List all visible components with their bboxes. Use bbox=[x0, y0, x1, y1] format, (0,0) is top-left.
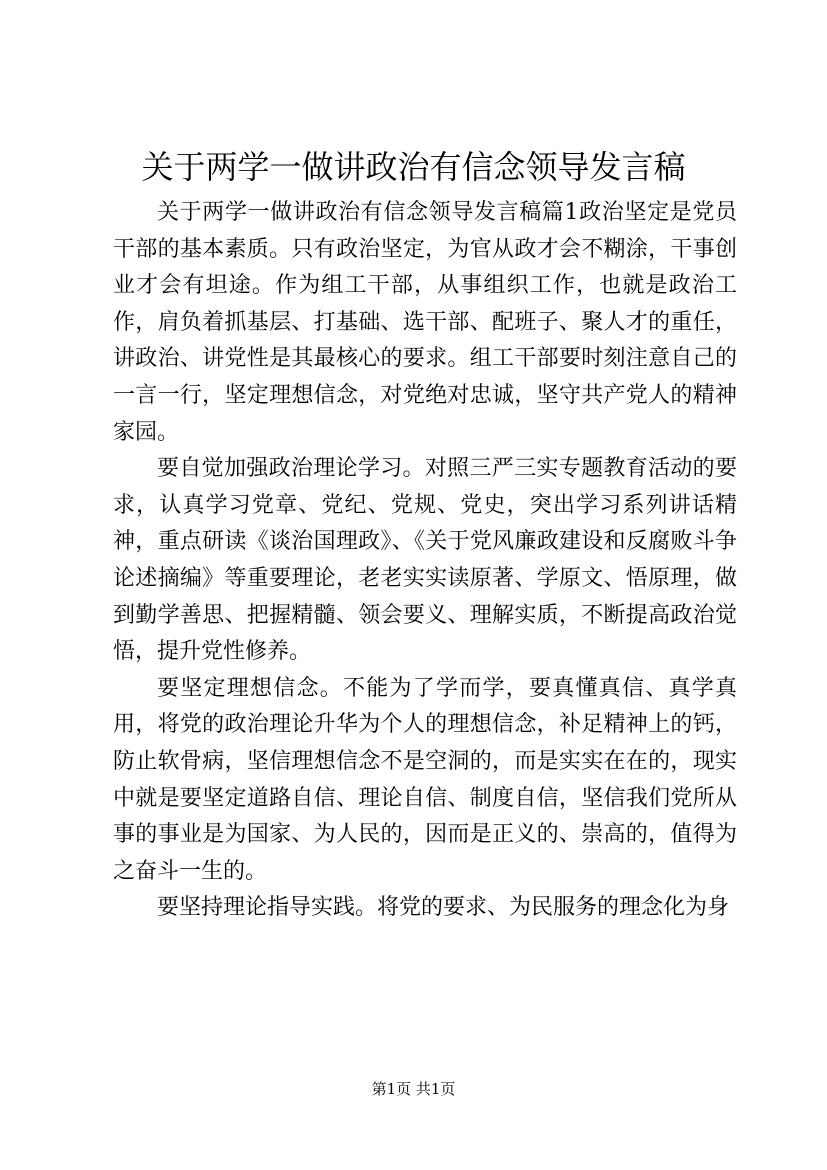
paragraph-1: 关于两学一做讲政治有信念领导发言稿篇1政治坚定是党员干部的基本素质。只有政治坚定，为官从政才会不糊涂，干事创业才会有坦途。作为组工干部，从事组织工作，也就是政治工作，肩负着抓基层、打基础、选干部、配班子、聚人才的重任，讲政治、讲党性是其最核心的要求。组工干部要时刻注意自己的一言一行，坚定理想信念，对党绝对忠诚，坚守共产党人的精神家园。 bbox=[113, 200, 737, 445]
paragraph-2: 要自觉加强政治理论学习。对照三严三实专题教育活动的要求，认真学习党章、党纪、党规、党史，突出学习系列讲话精神，重点研读《谈治国理政》、《关于党风廉政建设和反腐败斗争论述摘编》等重要理论，老老实实读原著、学原文、悟原理，做到勤学善思、把握精髓、领会要义、理解实质，不断提高政治觉悟，提升党性修养。 bbox=[113, 456, 737, 665]
document-body bbox=[113, 195, 737, 927]
document-title: 关于两学一做讲政治有信念领导发言稿 bbox=[141, 148, 686, 186]
paragraph-3: 要坚定理想信念。不能为了学而学，要真懂真信、真学真用，将党的政治理论升华为个人的理想信念，补足精神上的钙，防止软骨病，坚信理想信念不是空洞的，而是实实在在的，现实中就是要坚定道路自信、理论自信、制度自信，坚信我们党所从事的事业是为国家、为人民的，因而是正义的、崇高的，值得为之奋斗一生的。 bbox=[113, 675, 737, 884]
paragraph-4: 要坚持理论指导实践。将党的要求、为民服务的理念化为身 bbox=[157, 895, 730, 921]
page-footer: 第1页 共1页 bbox=[371, 1080, 456, 1098]
